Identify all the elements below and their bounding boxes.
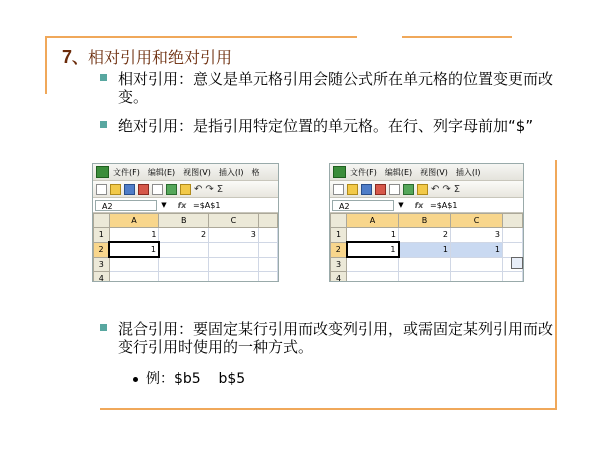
slide-title <box>62 45 232 68</box>
formula-value[interactable]: =$A$1 <box>193 200 221 210</box>
menu-insert[interactable]: 插入(I) <box>218 167 244 177</box>
bullet-square-icon <box>100 74 107 81</box>
column-header[interactable]: A <box>347 214 399 228</box>
row-header[interactable]: 1 <box>331 228 347 243</box>
excel-app-icon <box>96 166 109 178</box>
excel-app-icon <box>333 166 346 178</box>
menu-file[interactable]: 文件(F) <box>350 167 377 177</box>
cell[interactable] <box>258 272 277 283</box>
cell-b1[interactable]: 2 <box>399 228 451 243</box>
cell-b2[interactable] <box>159 242 209 257</box>
formula-bar <box>330 198 523 213</box>
title-separator: 、 <box>72 48 89 67</box>
cell-c4[interactable] <box>209 272 259 283</box>
column-header[interactable]: A <box>109 214 159 228</box>
cell-c4[interactable] <box>451 272 503 283</box>
open-folder-icon[interactable] <box>110 184 121 195</box>
cell-a2-active[interactable]: 1 <box>109 242 159 257</box>
sheet-grid <box>330 213 523 282</box>
autosum-icon[interactable]: Σ <box>453 183 461 195</box>
bullet-text: 混合引用：要固定某行引用而改变列引用，或需固定某列引用而改变行引用时使用的一种方式。 <box>118 320 554 356</box>
cell-a2-active[interactable]: 1 <box>347 242 399 257</box>
frame-left-line <box>45 36 47 94</box>
bullet-square-icon <box>100 324 107 331</box>
permission-icon[interactable] <box>375 184 386 195</box>
cell-b3[interactable] <box>399 257 451 272</box>
column-header[interactable] <box>258 214 277 228</box>
row-header[interactable]: 4 <box>331 272 347 283</box>
name-box[interactable]: A2 <box>95 200 157 211</box>
row-header[interactable]: 1 <box>94 228 110 243</box>
cell-b4[interactable] <box>159 272 209 283</box>
undo-icon[interactable]: ↶ <box>431 183 440 195</box>
bullet-square-icon <box>100 121 107 128</box>
row-header[interactable]: 2 <box>94 242 110 257</box>
menu-edit[interactable]: 编辑(E) <box>147 167 176 177</box>
cell-c2[interactable] <box>209 242 259 257</box>
save-icon[interactable] <box>361 184 372 195</box>
excel-menubar <box>93 164 278 181</box>
cell[interactable] <box>503 228 523 243</box>
cell-a1[interactable]: 1 <box>347 228 399 243</box>
column-header[interactable]: B <box>399 214 451 228</box>
autofill-options-icon[interactable] <box>511 257 523 269</box>
chevron-down-icon[interactable]: ▼ <box>398 201 404 209</box>
cell-c1[interactable]: 3 <box>209 228 259 243</box>
select-all-corner[interactable] <box>331 214 347 228</box>
fx-icon[interactable]: fx <box>414 200 424 210</box>
undo-icon[interactable]: ↶ <box>194 183 203 195</box>
menu-insert[interactable]: 插入(I) <box>455 167 481 177</box>
cell[interactable] <box>258 242 277 257</box>
example-text: 例：$b5 b$5 <box>146 371 246 387</box>
excel-toolbar <box>93 181 278 198</box>
menu-view[interactable]: 视图(V) <box>420 167 448 177</box>
menu-format[interactable]: 格 <box>251 167 260 177</box>
print-icon[interactable] <box>152 184 163 195</box>
cell-a3[interactable] <box>109 257 159 272</box>
permission-icon[interactable] <box>138 184 149 195</box>
frame-top-left-line <box>45 36 357 38</box>
excel-screenshot-right <box>329 163 524 282</box>
cell-b3[interactable] <box>159 257 209 272</box>
frame-bottom-line <box>100 408 557 410</box>
fx-icon[interactable]: fx <box>177 200 187 210</box>
cell-c3[interactable] <box>209 257 259 272</box>
cell-c3[interactable] <box>451 257 503 272</box>
paste-icon[interactable] <box>417 184 428 195</box>
cell[interactable] <box>258 228 277 243</box>
new-file-icon[interactable] <box>96 184 107 195</box>
save-icon[interactable] <box>124 184 135 195</box>
bullet-absolute-reference <box>100 117 560 157</box>
menu-edit[interactable]: 编辑(E) <box>384 167 413 177</box>
bullet-dot-icon <box>133 377 138 382</box>
menu-view[interactable]: 视图(V) <box>183 167 211 177</box>
frame-top-right-line <box>402 36 512 38</box>
column-header[interactable]: B <box>159 214 209 228</box>
cell-a4[interactable] <box>347 272 399 283</box>
row-header[interactable]: 3 <box>331 257 347 272</box>
column-header[interactable] <box>503 214 523 228</box>
formula-value[interactable]: =$A$1 <box>430 200 458 210</box>
select-all-corner[interactable] <box>94 214 110 228</box>
cell-c2-selected[interactable]: 1 <box>451 242 503 257</box>
cell-b2-selected[interactable]: 1 <box>399 242 451 257</box>
print-icon[interactable] <box>389 184 400 195</box>
cell-a4[interactable] <box>109 272 159 283</box>
cell[interactable] <box>503 272 523 283</box>
cell-a3[interactable] <box>347 257 399 272</box>
column-header[interactable]: C <box>209 214 259 228</box>
open-folder-icon[interactable] <box>347 184 358 195</box>
bullet-mixed-reference <box>100 320 560 360</box>
new-file-icon[interactable] <box>333 184 344 195</box>
excel-menubar <box>330 164 523 181</box>
name-box[interactable]: A2 <box>332 200 394 211</box>
row-header[interactable]: 3 <box>94 257 110 272</box>
excel-toolbar <box>330 181 523 198</box>
cell-c1[interactable]: 3 <box>451 228 503 243</box>
autosum-icon[interactable]: Σ <box>216 183 224 195</box>
title-number: 7 <box>62 47 73 67</box>
cell[interactable] <box>503 242 523 257</box>
redo-icon[interactable]: ↷ <box>442 183 451 195</box>
print-preview-icon[interactable] <box>166 184 177 195</box>
redo-icon[interactable]: ↷ <box>205 183 214 195</box>
row-header[interactable]: 2 <box>331 242 347 257</box>
cell-b1[interactable]: 2 <box>159 228 209 243</box>
menu-file[interactable]: 文件(F) <box>113 167 140 177</box>
row-header[interactable]: 4 <box>94 272 110 283</box>
example-sub-bullet <box>133 368 245 388</box>
cell[interactable] <box>258 257 277 272</box>
cell-b4[interactable] <box>399 272 451 283</box>
column-header[interactable]: C <box>451 214 503 228</box>
frame-right-line <box>555 160 557 410</box>
bullet-relative-reference <box>100 70 560 110</box>
cell-a1[interactable]: 1 <box>109 228 159 243</box>
formula-bar <box>93 198 278 213</box>
title-text: 相对引用和绝对引用 <box>88 48 233 67</box>
bullet-text: 绝对引用：是指引用特定位置的单元格。在行、列字母前加“$” <box>118 117 534 135</box>
paste-icon[interactable] <box>180 184 191 195</box>
sheet-grid <box>93 213 278 282</box>
bullet-text: 相对引用：意义是单元格引用会随公式所在单元格的位置变更而改变。 <box>118 70 554 106</box>
chevron-down-icon[interactable]: ▼ <box>161 201 167 209</box>
excel-screenshot-left <box>92 163 279 282</box>
print-preview-icon[interactable] <box>403 184 414 195</box>
